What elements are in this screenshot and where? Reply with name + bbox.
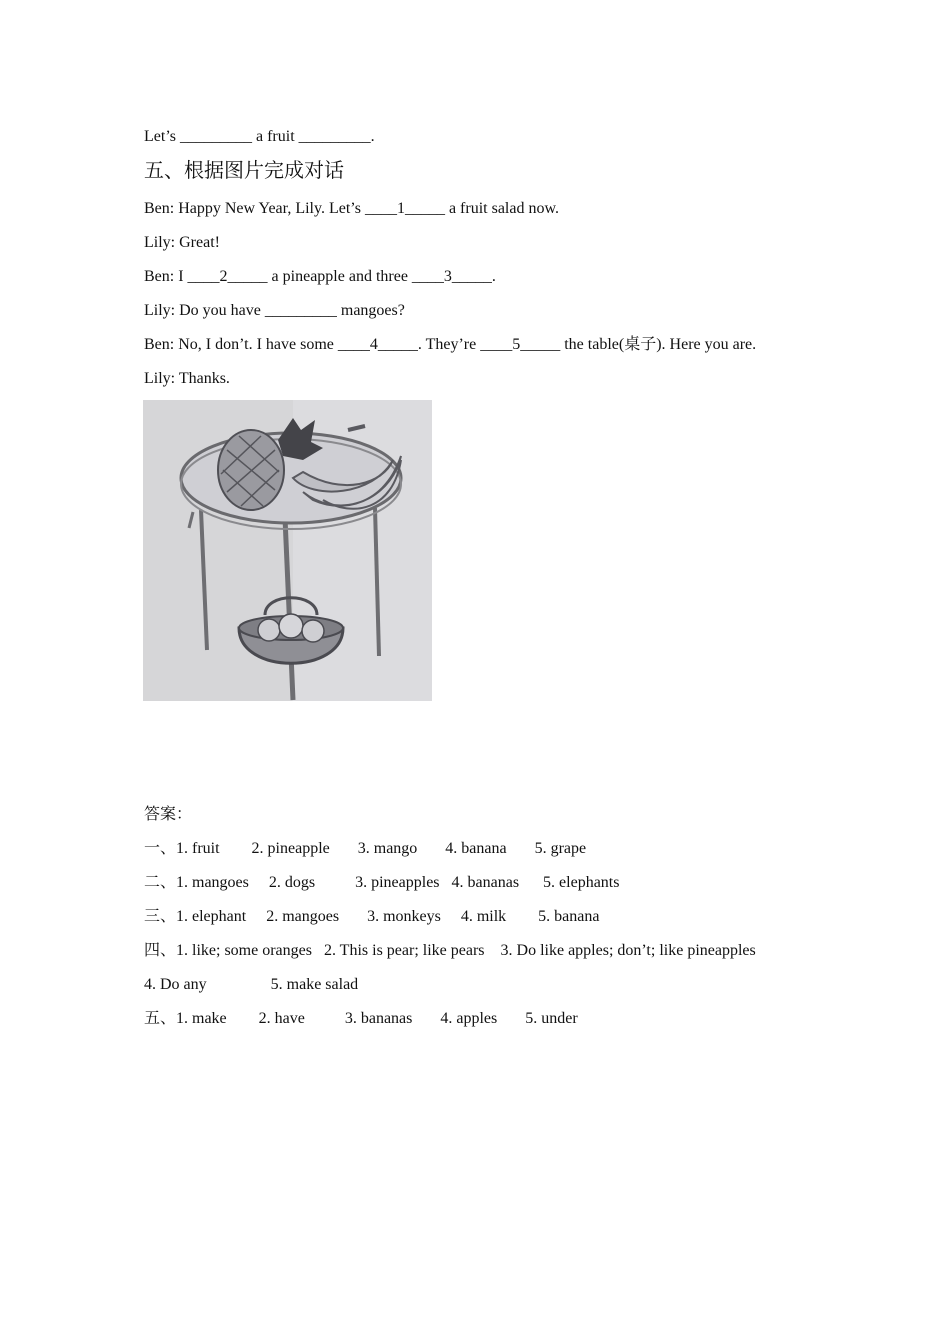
fruit-table-illustration <box>143 400 432 701</box>
dialogue-line-2: Lily: Great! <box>144 234 220 251</box>
dialogue-line-4: Lily: Do you have _________ mangoes? <box>144 302 405 319</box>
dialogue-line-1: Ben: Happy New Year, Lily. Let’s ____1_____ a fruit salad now. <box>144 200 559 217</box>
section5-heading: 五、根据图片完成对话 <box>144 160 344 182</box>
dialogue-line-6: Lily: Thanks. <box>144 370 230 387</box>
answer-line-3: 三、1. elephant 2. mangoes 3. monkeys 4. milk 5. banana <box>144 908 600 925</box>
answer-line-1: 一、1. fruit 2. pineapple 3. mango 4. banana 5. grape <box>144 840 587 857</box>
answer-line-2: 二、1. mangoes 2. dogs 3. pineapples 4. bananas 5. elephants <box>144 874 620 891</box>
answers-heading: 答案： <box>144 806 193 823</box>
dialogue-line-5: Ben: No, I don’t. I have some ____4_____. They’re ____5_____ the table(桌子). Here you are. <box>144 336 757 353</box>
answer-line-4: 四、1. like; some oranges 2. This is pear; like pears 3. Do like apples; don’t; like pineapples <box>144 942 756 959</box>
answer-line-5: 4. Do any 5. make salad <box>144 976 359 993</box>
dialogue-line-3: Ben: I ____2_____ a pineapple and three ____3_____. <box>144 268 496 285</box>
exercise-top-line: Let’s _________ a fruit _________. <box>144 128 375 145</box>
answer-line-6: 五、1. make 2. have 3. bananas 4. apples 5. under <box>144 1010 578 1027</box>
fruit-table-drawing <box>143 400 432 701</box>
